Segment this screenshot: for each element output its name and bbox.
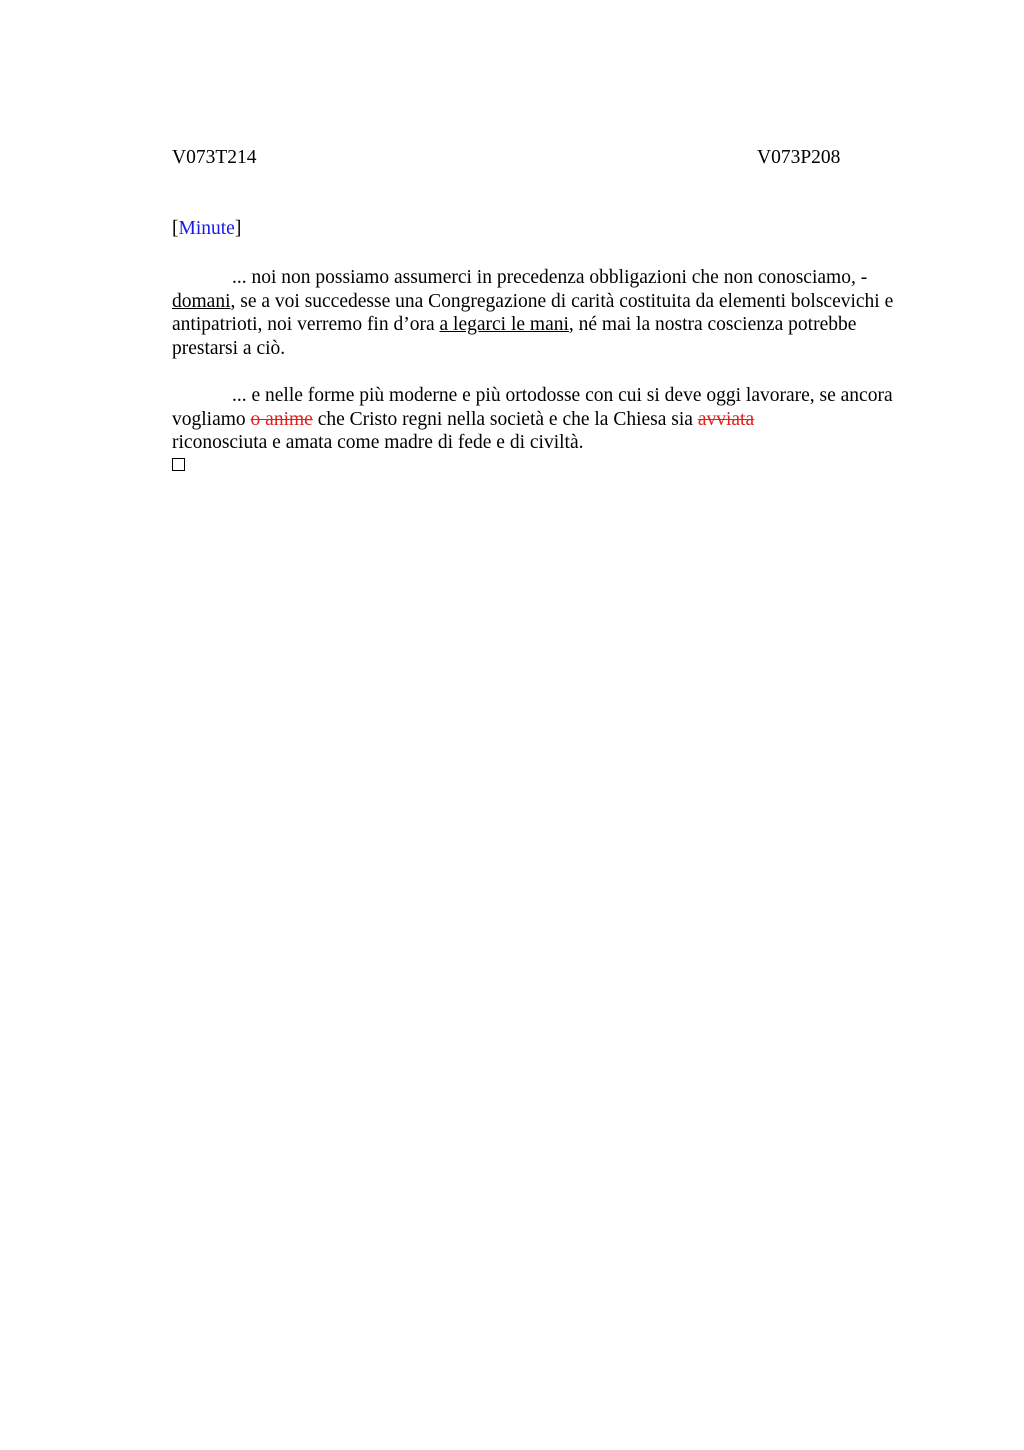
underlined-domani: domani <box>172 290 231 312</box>
paragraph-2-text-1: ... e nelle forme più moderne e più ortodosse con cui si deve oggi lavorare, se ancora vogliamo <box>172 385 893 430</box>
document-header <box>172 146 924 170</box>
paragraph-2-text-2: che Cristo regni nella società e che la Chiesa sia <box>312 408 698 430</box>
paragraph-2-text-3: riconosciuta e amata come madre di fede e di civiltà. <box>172 432 584 453</box>
paragraph-1-text-2: , se a voi succedesse una Congregazione di carità costituita da elementi bolscevichi e antipatrioti, noi verremo fin d’ora <box>172 290 894 335</box>
empty-square-icon <box>172 458 185 471</box>
document-code-right: V073P208 <box>757 147 841 168</box>
bracket-close: ] <box>234 218 242 239</box>
paragraph-2 <box>172 384 924 455</box>
paragraph-1 <box>172 266 924 360</box>
minute-link[interactable]: Minute <box>178 218 235 239</box>
deleted-avviata: avviata <box>697 408 755 430</box>
deleted-o-anime: o anime <box>250 408 313 430</box>
bracket-open: [ <box>172 218 179 239</box>
paragraph-1-text-3: , né mai la nostra coscienza potrebbe prestarsi a ciò. <box>172 314 857 359</box>
section-label <box>172 217 241 241</box>
document-code-left: V073T214 <box>172 147 257 168</box>
underlined-legarci-le-mani: a legarci le mani <box>439 314 569 335</box>
paragraph-1-text-1: ... noi non possiamo assumerci in precedenza obbligazioni che non conosciamo, - <box>232 267 868 288</box>
